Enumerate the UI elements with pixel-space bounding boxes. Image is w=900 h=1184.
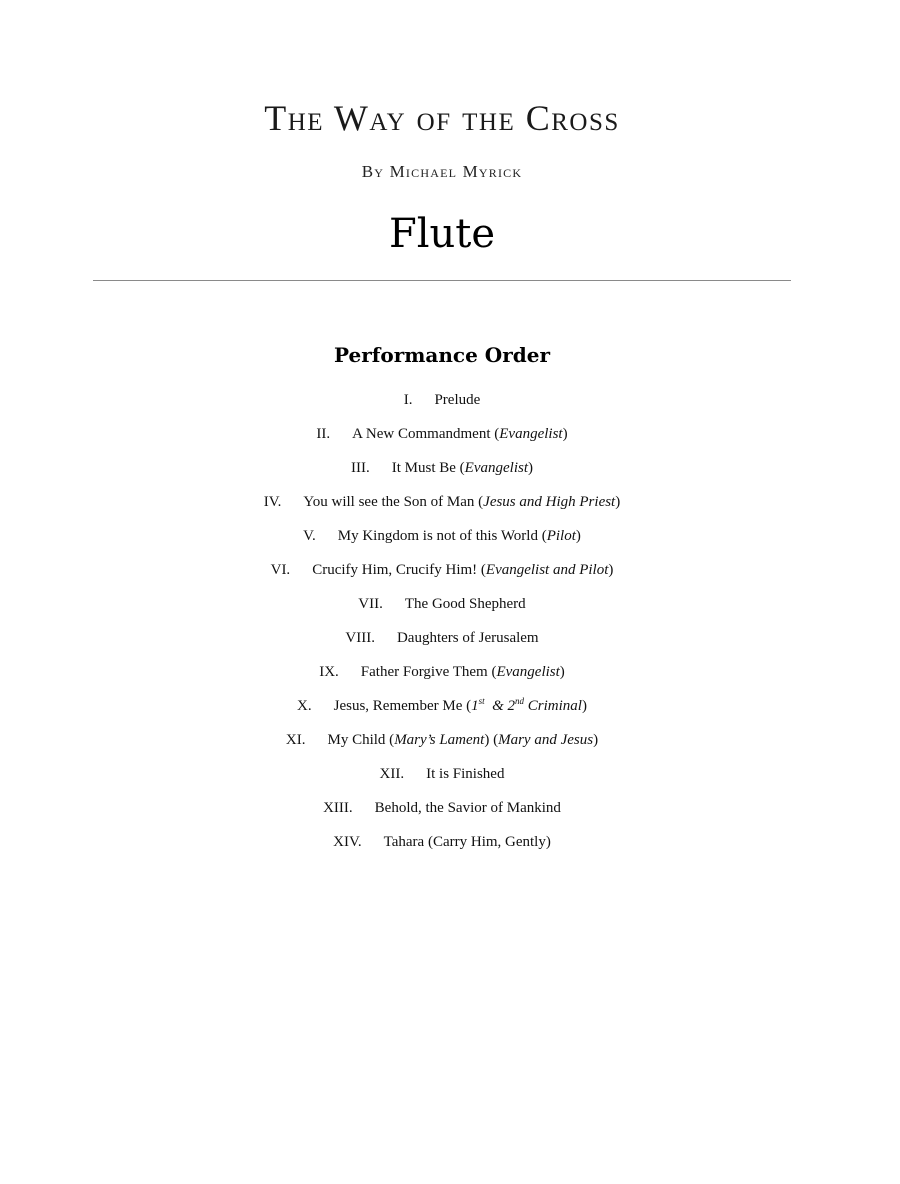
- movement-list: [0, 387, 884, 863]
- divider-rule: [93, 280, 791, 281]
- composer-byline: By Michael Myrick: [361, 162, 523, 181]
- movement-role: Evangelist: [499, 426, 563, 442]
- movement-title: Jesus, Remember Me (: [333, 698, 472, 714]
- list-item: [0, 625, 884, 659]
- movement-number: VI.: [270, 562, 291, 578]
- performance-order-heading: Performance Order: [334, 343, 550, 367]
- movement-role: [471, 698, 582, 714]
- list-item: [0, 761, 884, 795]
- movement-role: Jesus and High Priest: [483, 494, 616, 510]
- movement-role: Mary’s Lament: [394, 732, 485, 748]
- movement-number: XIII.: [323, 800, 353, 816]
- list-item: [0, 489, 884, 523]
- movement-title: It is Finished: [426, 766, 505, 782]
- movement-title: Daughters of Jerusalem: [396, 630, 539, 646]
- movement-number: II.: [316, 426, 331, 442]
- movement-title: Father Forgive Them (: [360, 664, 497, 680]
- movement-title: You will see the Son of Man (: [303, 494, 484, 510]
- movement-title: The Good Shepherd: [404, 596, 526, 612]
- movement-title: A New Commandment (: [352, 426, 500, 442]
- movement-title: My Kingdom is not of this World (: [337, 528, 547, 544]
- list-item: [0, 727, 884, 761]
- movement-paren: ) (: [484, 732, 499, 748]
- movement-number: VII.: [358, 596, 383, 612]
- movement-role-part: 1: [471, 698, 479, 714]
- movement-role-part: Criminal: [524, 698, 582, 714]
- movement-number: XII.: [379, 766, 405, 782]
- list-item: [0, 795, 884, 829]
- movement-paren: ): [581, 698, 587, 714]
- movement-role: Evangelist: [464, 460, 528, 476]
- movement-paren: ): [562, 426, 568, 442]
- ordinal-suffix: st: [478, 696, 485, 706]
- instrument-name: Flute: [388, 211, 496, 257]
- movement-number: IV.: [263, 494, 282, 510]
- list-item: [0, 659, 884, 693]
- movement-number: I.: [403, 392, 413, 408]
- list-item: [0, 421, 884, 455]
- movement-role-part: & 2: [484, 698, 516, 714]
- movement-title: Prelude: [434, 392, 481, 408]
- movement-paren: ): [608, 562, 614, 578]
- movement-title: Tahara (Carry Him, Gently): [383, 834, 551, 850]
- list-item: [0, 455, 884, 489]
- list-item: [0, 387, 884, 421]
- movement-title: My Child (: [327, 732, 395, 748]
- movement-role: Evangelist and Pilot: [485, 562, 609, 578]
- movement-role: Mary and Jesus: [498, 732, 594, 748]
- movement-paren: ): [615, 494, 621, 510]
- movement-paren: ): [528, 460, 533, 476]
- list-item: [0, 693, 884, 727]
- movement-title: It Must Be (: [391, 460, 465, 476]
- movement-number: IX.: [319, 664, 339, 680]
- movement-number: XIV.: [333, 834, 362, 850]
- list-item: [0, 829, 884, 863]
- movement-number: X.: [297, 698, 312, 714]
- movement-number: VIII.: [345, 630, 375, 646]
- movement-role: Pilot: [546, 528, 576, 544]
- movement-number: V.: [303, 528, 316, 544]
- list-item: [0, 591, 884, 625]
- movement-number: XI.: [285, 732, 306, 748]
- movement-paren: ): [593, 732, 599, 748]
- movement-title: Crucify Him, Crucify Him! (: [312, 562, 486, 578]
- ordinal-suffix: nd: [515, 696, 525, 706]
- movement-title: Behold, the Savior of Mankind: [374, 800, 561, 816]
- list-item: [0, 557, 884, 591]
- list-item: [0, 523, 884, 557]
- movement-paren: ): [575, 528, 581, 544]
- movement-number: III.: [351, 460, 370, 476]
- movement-paren: ): [559, 664, 565, 680]
- movement-role: Evangelist: [496, 664, 560, 680]
- piece-title: The Way of the Cross: [264, 98, 620, 138]
